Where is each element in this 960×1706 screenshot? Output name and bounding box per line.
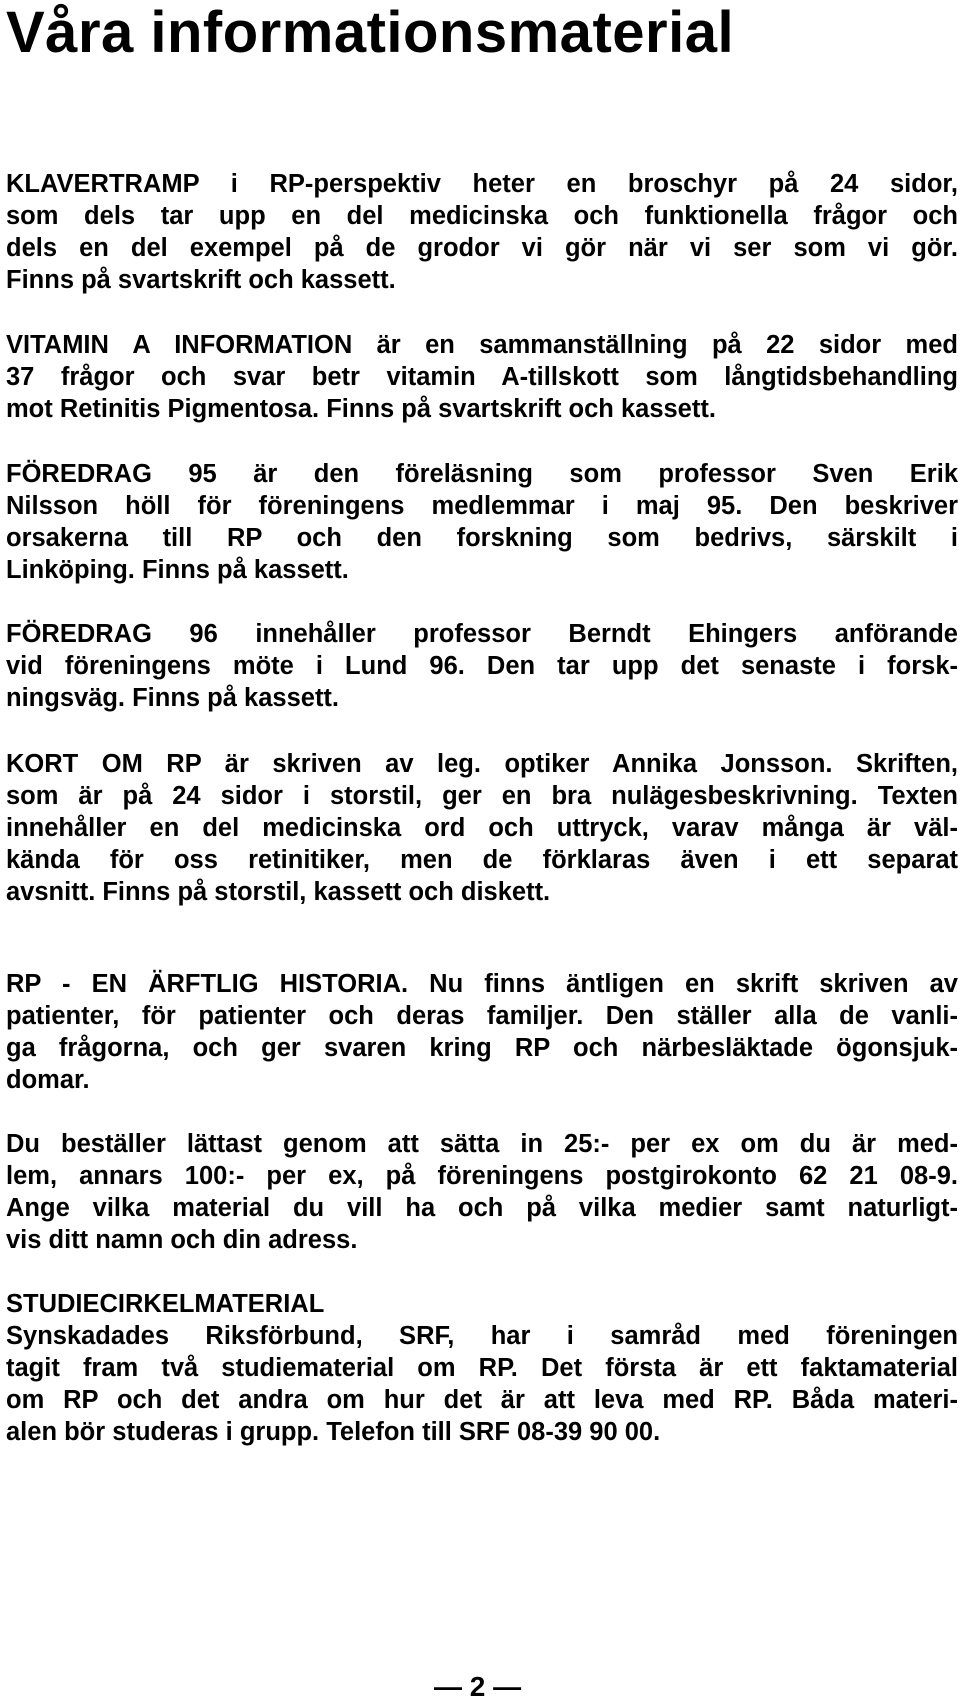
- text-line: Linköping. Finns på kassett.: [6, 556, 349, 584]
- text-line: orsakerna till RP och den forskning som bedrivs, särskilt i: [6, 524, 958, 552]
- text-line: patienter, för patienter och deras familjer. Den ställer alla de vanli-: [6, 1002, 958, 1030]
- text-line: vid föreningens möte i Lund 96. Den tar upp det senaste i forsk-: [6, 652, 958, 680]
- text-line: Finns på svartskrift och kassett.: [6, 266, 396, 294]
- text-line: tagit fram två studiematerial om RP. Det första är ett faktamaterial: [6, 1354, 958, 1382]
- paragraph-foredrag-96: [6, 618, 958, 714]
- page-number: — 2 —: [434, 1671, 522, 1702]
- text-line: RP - EN ÄRFTLIG HISTORIA. Nu finns äntligen en skrift skriven av: [6, 970, 958, 998]
- paragraph-ordering-info: [6, 1128, 958, 1256]
- text-line: VITAMIN A INFORMATION är en sammanställning på 22 sidor med: [6, 331, 958, 359]
- text-line: alen bör studeras i grupp. Telefon till SRF 08-39 90 00.: [6, 1418, 661, 1446]
- paragraph-studiecirkelmaterial: [6, 1288, 958, 1448]
- text-line: avsnitt. Finns på storstil, kassett och diskett.: [6, 878, 551, 906]
- text-line: 37 frågor och svar betr vitamin A-tillskott som långtidsbehandling: [6, 363, 958, 391]
- text-line: vis ditt namn och din adress.: [6, 1226, 358, 1254]
- paragraph-kort-om-rp: [6, 748, 958, 908]
- text-line: Nilsson höll för föreningens medlemmar i maj 95. Den beskriver: [6, 492, 958, 520]
- text-line: Ange vilka material du vill ha och på vilka medier samt naturligt-: [6, 1194, 958, 1222]
- text-line: som dels tar upp en del medicinska och funktionella frågor och: [6, 202, 958, 230]
- text-line: som är på 24 sidor i storstil, ger en bra nulägesbeskrivning. Texten: [6, 782, 958, 810]
- text-line: dels en del exempel på de grodor vi gör när vi ser som vi gör.: [6, 234, 958, 262]
- text-line: Synskadades Riksförbund, SRF, har i samråd med föreningen: [6, 1322, 958, 1350]
- text-line: FÖREDRAG 96 innehåller professor Berndt Ehingers anförande: [6, 620, 958, 648]
- text-line: om RP och det andra om hur det är att leva med RP. Båda materi-: [6, 1386, 958, 1414]
- paragraph-foredrag-95: [6, 458, 958, 586]
- text-line: KLAVERTRAMP i RP-perspektiv heter en broschyr på 24 sidor,: [6, 170, 958, 198]
- section-heading: STUDIECIRKELMATERIAL: [6, 1290, 325, 1318]
- text-line: FÖREDRAG 95 är den föreläsning som professor Sven Erik: [6, 460, 958, 488]
- text-line: lem, annars 100:- per ex, på föreningens postgirokonto 62 21 08-9.: [6, 1162, 958, 1190]
- text-line: domar.: [6, 1066, 90, 1094]
- text-line: innehåller en del medicinska ord och uttryck, varav många är väl-: [6, 814, 958, 842]
- page-title: Våra informationsmaterial: [6, 0, 735, 65]
- text-line: mot Retinitis Pigmentosa. Finns på svartskrift och kassett.: [6, 395, 716, 423]
- text-line: Du beställer lättast genom att sätta in 25:- per ex om du är med-: [6, 1130, 958, 1158]
- text-line: ga frågorna, och ger svaren kring RP och närbesläktade ögonsjuk-: [6, 1034, 958, 1062]
- paragraph-vitamin-a: [6, 329, 958, 425]
- paragraph-rp-en-arftlig-historia: [6, 968, 958, 1096]
- text-line: kända för oss retinitiker, men de förklaras även i ett separat: [6, 846, 958, 874]
- text-line: KORT OM RP är skriven av leg. optiker Annika Jonsson. Skriften,: [6, 750, 958, 778]
- text-line: ningsväg. Finns på kassett.: [6, 684, 340, 712]
- paragraph-klavertramp: [6, 168, 958, 296]
